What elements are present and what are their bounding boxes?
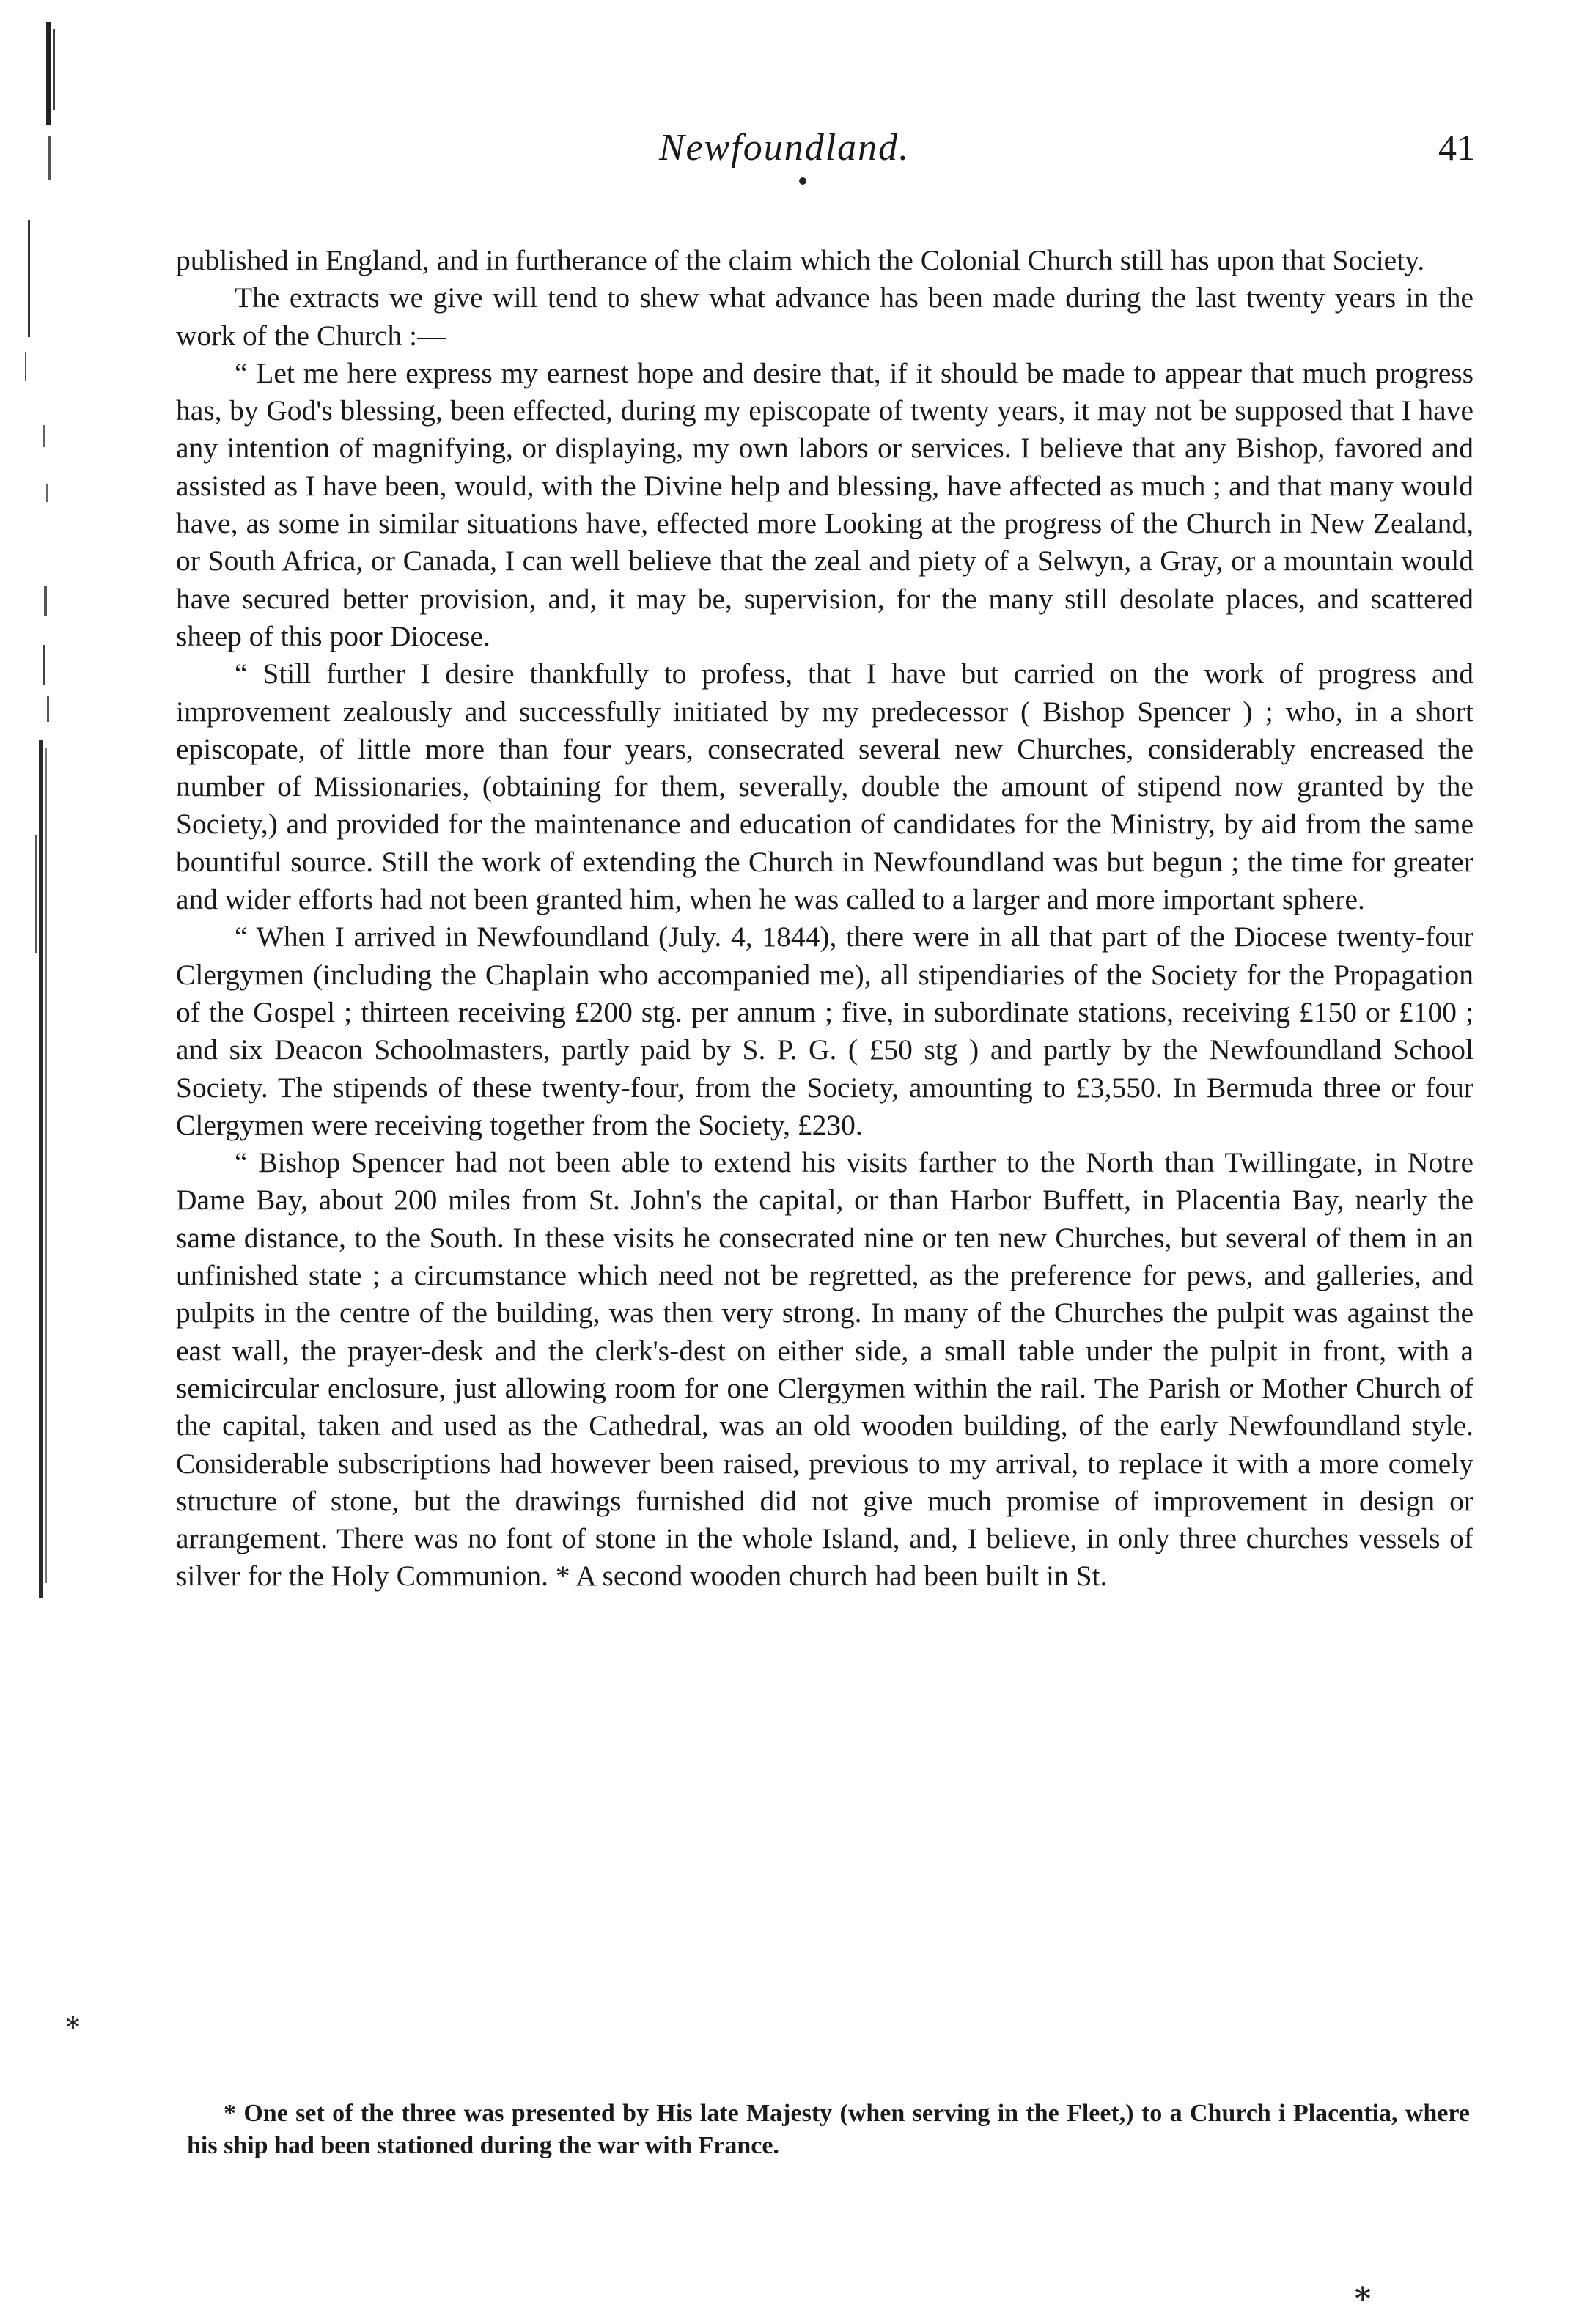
scan-edge-marks xyxy=(6,15,72,1612)
paragraph: “ Still further I desire thankfully to profess, that I have but carried on the work of progress and improvement zealously and successfully initiated by my predecessor ( Bishop Spencer ) ; who, in a short episcopate, of little more than four years, consecrated several new Churches, considerably encreased the number of Missionaries, (obtaining for them, severally, double the amount of stipend now granted by the Society,) and provided for the maintenance and education of candidates for the Ministry, by aid from the same bountiful source. Still the work of extending the Church in Newfoundland was but begun ; the time for greater and wider efforts had not been granted him, when he was called to a larger and more important sphere. xyxy=(176,657,1473,916)
body-text xyxy=(176,242,1473,1596)
page-number: 41 xyxy=(1438,127,1475,168)
footnote-text: * One set of the three was presented by His late Majesty (when serving in the Fleet,) to a Church i Placentia, where his ship had been stationed during the war with France. xyxy=(187,2100,1470,2159)
paragraph: “ When I arrived in Newfoundland (July. 4, 1844), there were in all that part of the Diocese twenty-four Clergymen (including the Chaplain who accompanied me), all stipendiaries of the Society for the Propagation of the Gospel ; thirteen receiving £200 stg. per annum ; five, in subordinate stations, receiving £150 or £100 ; and six Deacon Schoolmasters, partly paid by S. P. G. ( £50 stg ) and partly by the Newfoundland School Society. The stipends of these twenty-four, from the Society, amounting to £3,550. In Bermuda three or four Clergymen were receiving together from the Society, £230. xyxy=(176,921,1473,1141)
footnote xyxy=(187,2098,1470,2162)
paragraph: The extracts we give will tend to shew what advance has been made during the last twenty years in the work of the Church :— xyxy=(176,281,1473,352)
stray-mark-asterisk: ⁎ xyxy=(1355,2274,1371,2308)
stray-mark-margin: ⁎ xyxy=(66,2005,80,2035)
header-ornament-dot xyxy=(799,177,806,185)
paragraph: published in England, and in furtherance of the claim which the Colonial Church still has upon that Society. xyxy=(176,244,1425,276)
paragraph: “ Bishop Spencer had not been able to extend his visits farther to the North than Twillingate, in Notre Dame Bay, about 200 miles from St. John's the capital, or than Harbor Buffett, in Placentia Bay, nearly the same distance, to the South. In these visits he consecrated nine or ten new Churches, but several of them in an unfinished state ; a circumstance which need not be regretted, as the preference for pews, and galleries, and pulpits in the centre of the building, was then very strong. In many of the Churches the pulpit was against the east wall, the prayer-desk and the clerk's-dest on either side, a small table under the pulpit in front, with a semicircular enclosure, just allowing room for one Clergymen within the rail. The Parish or Mother Church of the capital, taken and used as the Cathedral, was an old wooden building, of the early Newfoundland style. Considerable subscriptions had however been raised, previous to my arrival, to replace it with a more comely structure of stone, but the drawings furnished did not give much promise of improvement in design or arrangement. There was no font of stone in the whole Island, and, I believe, in only three churches vessels of silver for the Holy Communion. * A second wooden church had been built in St. xyxy=(176,1146,1473,1593)
paragraph: “ Let me here express my earnest hope and desire that, if it should be made to appear that much progress has, by God's blessing, been effected, during my episcopate of twenty years, it may not be supposed that I have any intention of magnifying, or displaying, my own labors or services. I believe that any Bishop, favored and assisted as I have been, would, with the Divine help and blessing, have affected as much ; and that many would have, as some in similar situations have, effected more Looking at the progress of the Church in New Zealand, or South Africa, or Canada, I can well believe that the zeal and piety of a Selwyn, a Gray, or a mountain would have secured better provision, and, it may be, supervision, for the many still desolate places, and scattered sheep of this poor Diocese. xyxy=(176,356,1473,652)
running-header-title: Newfoundland. xyxy=(658,127,910,169)
